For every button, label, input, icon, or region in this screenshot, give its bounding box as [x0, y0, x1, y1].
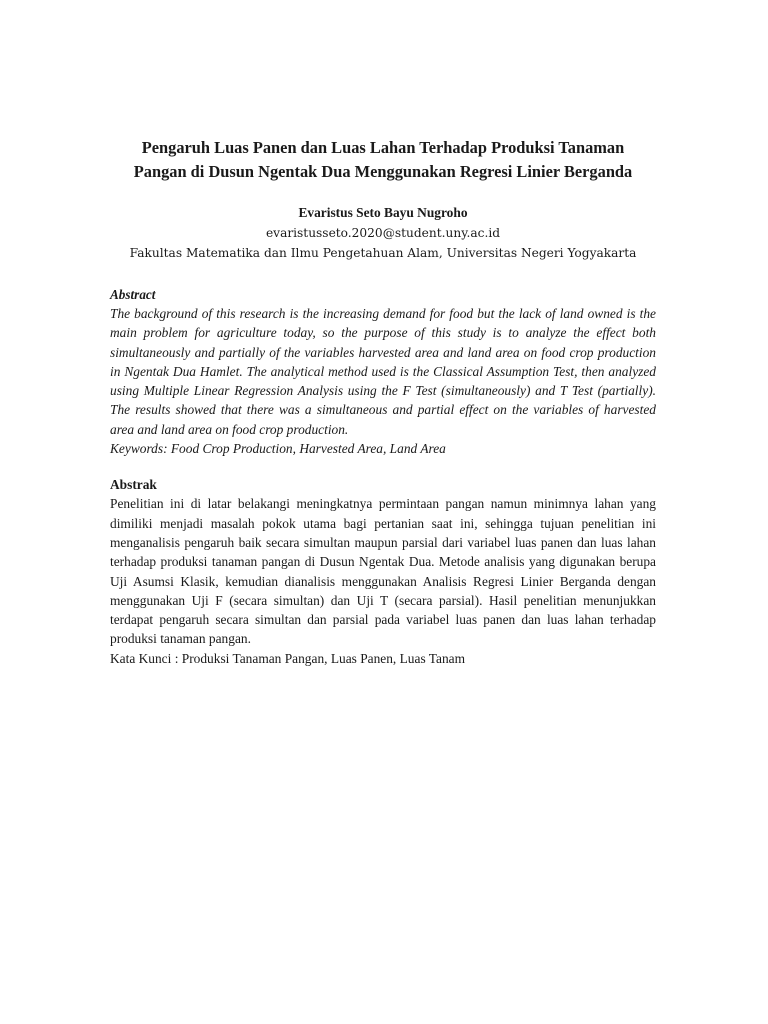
author-affiliation: Fakultas Matematika dan Ilmu Pengetahuan Alam, Universitas Negeri Yogyakarta: [129, 246, 637, 260]
abstrak-indonesian-section: [110, 475, 656, 668]
author-email: evaristusseto.2020@student.uny.ac.id: [265, 226, 501, 240]
abstract-body: The background of this research is the increasing demand for food but the lack of land owned is the main problem for agriculture today, so the purpose of this study is to analyze the effect both simultaneously and partially of the variables harvested area and land area on food crop production in Ngentak Dua Hamlet. The analytical method used is the Classical Assumption Test, then analyzed using Multiple Linear Regression Analysis using the F Test (simultaneously) and T Test (partially). The results showed that there was a simultaneous and partial effect on the variables of harvested area and land area on food crop production.: [110, 306, 656, 437]
abstrak-keywords: Kata Kunci : Produksi Tanaman Pangan, Luas Panen, Luas Tanam: [110, 650, 466, 666]
author-name: Evaristus Seto Bayu Nugroho: [298, 205, 468, 220]
abstrak-body: Penelitian ini di latar belakangi meningkatnya permintaan pangan namun minimnya lahan yang dimiliki menjadi masalah pokok utama bagi pertanian saat ini, sehingga tujuan penelitian ini menganalisis pengaruh baik secara simultan maupun parsial dari variabel luas panen dan luas lahan terhadap produksi tanaman pangan di Dusun Ngentak Dua. Metode analisis yang digunakan berupa Uji Asumsi Klasik, kemudian dianalisis menggunakan Analisis Regresi Linier Berganda dengan menggunakan Uji F (secara simultan) dan Uji T (secara parsial). Hasil penelitian menunjukkan terdapat pengaruh secara simultan dan parsial pada variabel luas panen dan luas lahan terhadap produksi tanaman pangan.: [110, 496, 656, 647]
paper-title: Pengaruh Luas Panen dan Luas Lahan Terhadap Produksi Tanaman Pangan di Dusun Ngentak Dua Menggunakan Regresi Linier Berganda: [133, 138, 633, 181]
abstract-english-section: [110, 285, 656, 458]
abstract-keywords: Keywords: Food Crop Production, Harvested Area, Land Area: [110, 441, 446, 457]
abstrak-heading: Abstrak: [110, 477, 157, 493]
paper-page: [110, 136, 656, 668]
abstract-heading: Abstract: [110, 287, 156, 302]
